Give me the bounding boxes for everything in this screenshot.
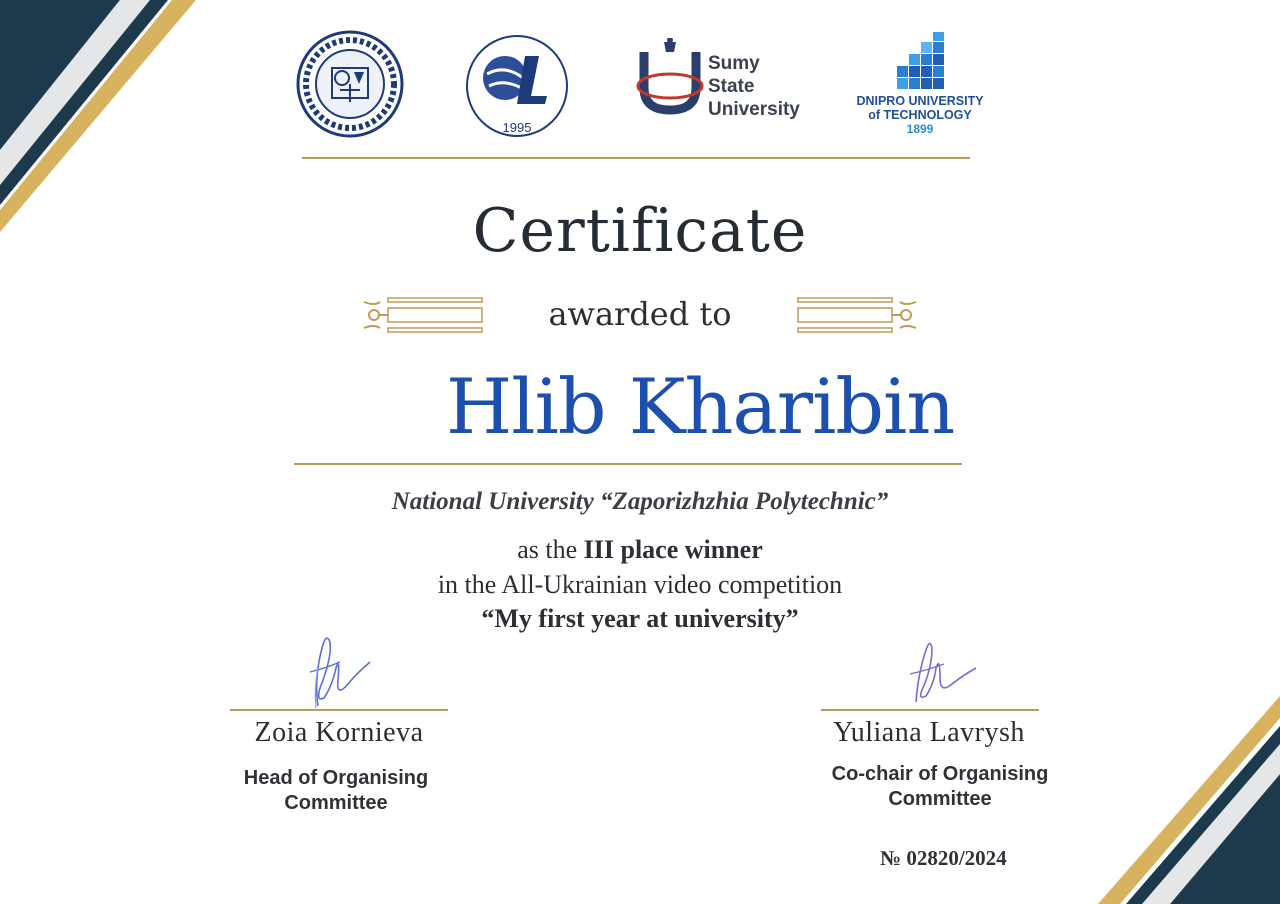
certificate-number: № 02820/2024: [880, 846, 1007, 870]
sumy-logo-text: [708, 52, 808, 121]
signatory-name-right: Yuliana Lavrysh: [833, 717, 1025, 748]
competition-title: “My first year at university”: [481, 604, 799, 633]
signatory-role-right-line-2: Committee: [888, 788, 992, 810]
awarded-to-label: awarded to: [548, 295, 732, 333]
ornament-right-icon: [795, 292, 920, 338]
partner-logos: [290, 28, 1000, 143]
recipient-name: Hlib Kharibin: [446, 362, 955, 451]
sumy-logo-line-1: Sumy: [708, 53, 760, 74]
name-underline: [294, 463, 962, 465]
signature-lavrysh-icon: [900, 634, 984, 708]
award-line-1: [0, 535, 1280, 565]
top-divider: [302, 157, 970, 159]
university-1995-logo: [465, 34, 569, 138]
award-line-1-prefix: as the: [517, 535, 584, 564]
dnipro-university-of-technology-logo: [845, 32, 995, 140]
sumy-logo-line-2: State: [708, 76, 755, 97]
zaporizhzhia-polytechnic-seal-logo: [296, 30, 404, 138]
signature-line-left: [230, 709, 448, 711]
signature-kornieva-icon: [296, 628, 376, 712]
signatory-name-left: Zoia Kornieva: [254, 717, 424, 748]
signatory-role-left-line-2: Committee: [284, 792, 388, 814]
signatory-role-right: [790, 762, 1090, 812]
signatory-role-right-line-1: Co-chair of Organising: [831, 763, 1049, 785]
place-winner-label: III place winner: [583, 535, 763, 564]
signatory-role-left: [196, 766, 476, 816]
dnipro-logo-line-1: DNIPRO UNIVERSITY: [856, 94, 984, 108]
logo-year-label: 1995: [502, 120, 532, 135]
sumy-state-university-logo: [634, 38, 804, 128]
award-line-2: in the All-Ukrainian video competition: [437, 570, 843, 599]
dnipro-logo-line-3: 1899: [906, 122, 934, 136]
dnipro-logo-line-2: of TECHNOLOGY: [868, 108, 972, 122]
dnipro-blocks-icon: [845, 32, 995, 92]
signature-line-right: [821, 709, 1039, 711]
certificate-title: Certificate: [472, 196, 808, 266]
signatory-role-left-line-1: Head of Organising: [243, 767, 429, 789]
recipient-university: National University “Zaporizhzhia Polytechnic”: [391, 488, 889, 515]
sumy-logo-line-3: University: [708, 99, 800, 120]
corner-decoration-bottom-right: [1090, 684, 1280, 904]
sumy-emblem-icon: [634, 38, 708, 128]
